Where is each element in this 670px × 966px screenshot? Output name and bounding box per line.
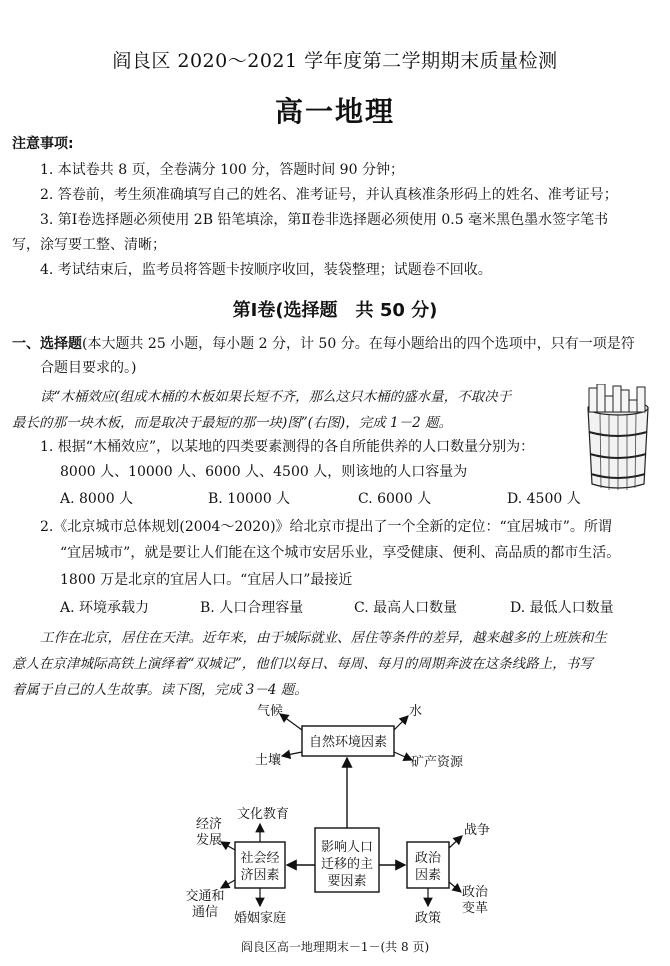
subject-title: 高一地理 xyxy=(274,95,395,128)
q2-option-d: D. 最低人口数量 xyxy=(510,600,614,616)
section-heading: 第Ⅰ卷(选择题 共 50 分) xyxy=(232,300,438,321)
migration-factors-diagram xyxy=(175,700,515,932)
water-label: 水 xyxy=(409,704,423,719)
marriage-family-label: 婚姻家庭 xyxy=(233,911,287,926)
wooden-barrel-illustration xyxy=(578,384,658,492)
q1-option-a: A. 8000 人 xyxy=(60,491,134,507)
social-economic-line2: 济因素 xyxy=(240,868,280,883)
regime-change-line2: 变革 xyxy=(461,901,489,916)
political-line1: 政治 xyxy=(414,851,442,866)
q1-option-b: B. 10000 人 xyxy=(208,491,291,507)
q2-stem-line1: 2.《北京城市总体规划(2004～2020)》给北京市提出了一个全新的定位：“宜居城市”。所谓 xyxy=(40,519,612,535)
passage1-line2: 最长的那一块木板，而是取决于最短的那一块)图”(右图)，完成 1－2 题。 xyxy=(12,415,452,431)
part-desc-line2: 合题目要求的。) xyxy=(40,360,137,376)
q1-option-d: D. 4500 人 xyxy=(507,491,581,507)
q2-option-a: A. 环境承载力 xyxy=(60,600,150,616)
exam-title: 阎良区 2020～2021 学年度第二学期期末质量检测 xyxy=(112,50,558,72)
political-line2: 因素 xyxy=(414,868,442,883)
note-item-3-line2: 写，涂写要工整、清晰； xyxy=(12,237,166,253)
passage2-line3: 着属于自己的人生故事。读下图，完成 3－4 题。 xyxy=(12,682,308,698)
transport-line2: 通信 xyxy=(191,905,219,920)
climate-label: 气候 xyxy=(257,704,284,719)
note-item-4: 4. 考试结束后，监考员将答题卡按顺序收回，装袋整理；试题卷不回收。 xyxy=(40,262,492,278)
page-footer: 阎良区高一地理期末－1－(共 8 页) xyxy=(240,940,430,954)
q2-stem-line3: 1800 万是北京的宜居人口。“宜居人口”最接近 xyxy=(60,572,353,588)
passage2-line2: 意人在京津城际高铁上演绎着“双城记”，他们以每日、每周、每月的周期奔波在这条线路上，书写 xyxy=(12,656,593,672)
minerals-label: 矿产资源 xyxy=(411,755,464,770)
notes-heading: 注意事项: xyxy=(12,136,74,152)
main-factors-line1: 影响人口 xyxy=(320,840,374,855)
q2-option-c: C. 最高人口数量 xyxy=(354,600,458,616)
main-factors-line3: 要因素 xyxy=(327,874,367,889)
part-desc-line1: (本大题共 25 小题，每小题 2 分，计 50 分。在每小题给出的四个选项中，只有一项是符 xyxy=(82,336,635,352)
q2-stem-line2: “宜居城市”，就是要让人们能在这个城市安居乐业，享受健康、便利、高品质的都市生活。 xyxy=(60,545,621,561)
natural-factors-label: 自然环境因素 xyxy=(308,735,388,750)
part-label: 一、选择题 xyxy=(12,336,82,352)
economy-line1: 经济 xyxy=(195,817,223,832)
note-item-2: 2. 答卷前，考生须准确填写自己的姓名、准考证号，并认真核准条形码上的姓名、准考证号； xyxy=(40,187,618,203)
note-item-1: 1. 本试卷共 8 页，全卷满分 100 分，答题时间 90 分钟； xyxy=(40,162,404,178)
passage1-line1: 读“木桶效应(组成木桶的木板如果长短不齐，那么这只木桶的盛水量，不取决于 xyxy=(40,389,512,405)
policy-label: 政策 xyxy=(414,911,442,926)
q2-option-b: B. 人口合理容量 xyxy=(200,600,304,616)
part-instructions xyxy=(12,334,635,354)
main-factors-line2: 迁移的主 xyxy=(320,857,374,872)
q1-stem-line1: 1. 根据“木桶效应”，以某地的四类要素测得的各自所能供养的人口数量分别为： xyxy=(40,439,535,455)
q1-option-c: C. 6000 人 xyxy=(358,491,432,507)
social-economic-line1: 社会经 xyxy=(240,851,280,866)
economy-line2: 发展 xyxy=(195,833,223,848)
passage2-line1: 工作在北京，居住在天津。近年来，由于城际就业、居住等条件的差异，越来越多的上班族和生 xyxy=(40,630,607,646)
war-label: 战争 xyxy=(463,823,491,838)
transport-line1: 交通和 xyxy=(185,889,225,904)
q1-stem-line2: 8000 人、10000 人、6000 人、4500 人，则该地的人口容量为 xyxy=(60,464,468,480)
note-item-3-line1: 3. 第Ⅰ卷选择题必须使用 2B 铅笔填涂，第Ⅱ卷非选择题必须使用 0.5 毫米黑色墨水签字笔书 xyxy=(40,212,609,228)
culture-education-label: 文化教育 xyxy=(236,807,290,822)
soil-label: 土壤 xyxy=(255,753,282,768)
regime-change-line1: 政治 xyxy=(461,885,489,900)
